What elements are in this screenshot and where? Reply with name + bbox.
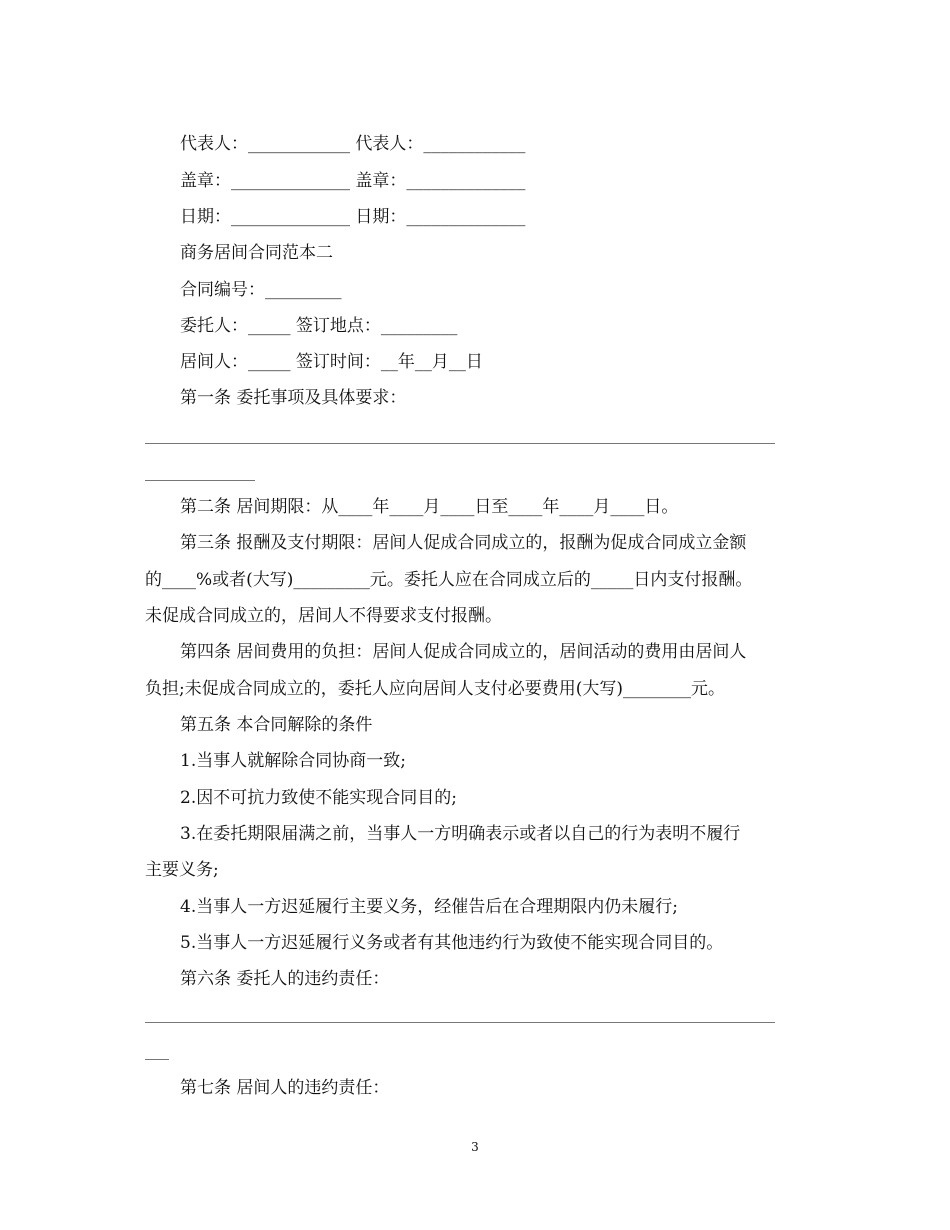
article-5-item: 5.当事人一方迟延履行义务或者有其他违约行为致使不能实现合同目的。 bbox=[180, 933, 724, 953]
article-4-line: 负担;未促成合同成立的，委托人应向居间人支付必要费用(大写)________元。 bbox=[145, 679, 725, 699]
fill-in-rule bbox=[145, 1059, 169, 1060]
fill-in-rule bbox=[145, 443, 775, 444]
article-5-item: 主要义务; bbox=[145, 860, 219, 880]
article-5-heading: 第五条 本合同解除的条件 bbox=[180, 715, 373, 735]
article-3-line: 的____%或者(大写)_________元。委托人应在合同成立后的_____日内支付报酬。 bbox=[145, 570, 753, 590]
signature-date-line: 日期：______________ 日期：______________ bbox=[180, 207, 526, 227]
contract-number-line: 合同编号：_________ bbox=[180, 280, 342, 300]
article-2: 第二条 居间期限：从____年____月____日至____年____月____日。 bbox=[180, 497, 679, 517]
article-3-line: 未促成合同成立的，居间人不得要求支付报酬。 bbox=[145, 606, 502, 626]
broker-line: 居间人：_____ 签订时间：__年__月__日 bbox=[180, 352, 483, 372]
article-4-line: 第四条 居间费用的负担：居间人促成合同成立的，居间活动的费用由居间人 bbox=[180, 642, 747, 662]
fill-in-rule bbox=[145, 1022, 775, 1023]
document-title: 商务居间合同范本二 bbox=[180, 243, 333, 263]
article-1-heading: 第一条 委托事项及具体要求： bbox=[180, 388, 407, 408]
article-5-item: 3.在委托期限届满之前，当事人一方明确表示或者以自己的行为表明不履行 bbox=[180, 824, 741, 844]
signature-seal-line: 盖章：______________ 盖章：______________ bbox=[180, 171, 526, 191]
article-7-heading: 第七条 居间人的违约责任： bbox=[180, 1078, 390, 1098]
article-3-line: 第三条 报酬及支付期限：居间人促成合同成立的，报酬为促成合同成立金额 bbox=[180, 533, 747, 553]
article-5-item: 1.当事人就解除合同协商一致; bbox=[180, 751, 406, 771]
article-6-heading: 第六条 委托人的违约责任： bbox=[180, 969, 390, 989]
client-line: 委托人：_____ 签订地点：_________ bbox=[180, 316, 458, 336]
signature-representative-line: 代表人：____________ 代表人：____________ bbox=[180, 134, 526, 154]
page-number: 3 bbox=[471, 1140, 479, 1154]
fill-in-rule bbox=[145, 480, 255, 481]
article-5-item: 4.当事人一方迟延履行主要义务，经催告后在合理期限内仍未履行; bbox=[180, 897, 678, 917]
article-5-item: 2.因不可抗力致使不能实现合同目的; bbox=[180, 788, 457, 808]
